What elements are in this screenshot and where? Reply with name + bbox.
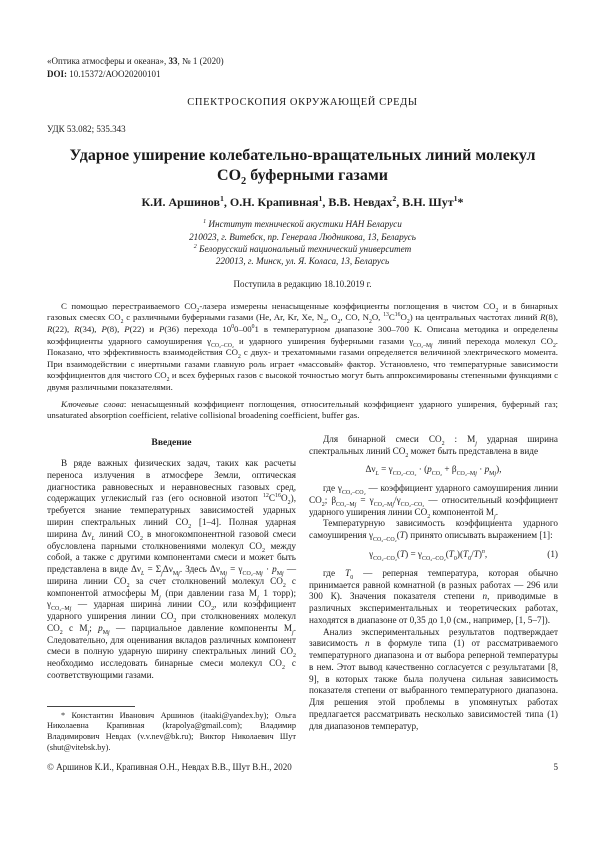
section-heading: СПЕКТРОСКОПИЯ ОКРУЖАЮЩЕЙ СРЕДЫ bbox=[187, 97, 418, 109]
right-paragraph-4: где $T_0$ — реперная температура, которая обычно принимается равной комнатной (в разных работах — 296 или 300 К). Значения показателя степени n, приводимые в различных экспериментальных и теоретических работах, находятся в диапазоне от 0,35 до 1,0 (см., например, [1, 5–7]). bbox=[309, 567, 559, 625]
affiliation-line-4: 220013, г. Минск, ул. Я. Коласа, 13, Беларусь bbox=[215, 256, 390, 267]
equation-body: $\Delta\nu_L = \gamma_{CO_2-CO_2} \cdot (p_{CO_2} + \beta_{CO_2-Mj} \cdot p_{Mj})$, bbox=[365, 464, 502, 478]
equation-body: $\gamma_{CO_2-CO_2}(T) = \gamma_{CO_2-CO_2}(T_0)(T_0/T)^n$, bbox=[369, 548, 488, 562]
keywords-text: Ключевые слова: ненасыщенный коэффициент поглощения, относительный коэффициент ударного уширения, буферный газ; unsaturated absorption coefficient, relative collisional broadening coefficient, buffer gas. bbox=[47, 398, 558, 421]
copyright-line: © Аршинов К.И., Крапивная О.Н., Невдах В.В., Шут В.Н., 2020 bbox=[47, 762, 292, 772]
intro-heading: Введение bbox=[151, 436, 192, 448]
page-number: 5 bbox=[553, 762, 558, 772]
abstract-text: С помощью перестраиваемого $СО_2$-лазера измерены ненасыщенные коэффициенты поглощения в чистом $СО_2$ и в бинарных газовых смесях $СО_2$ с различными буферными газами (He, Ar, Kr, Xe, $N_2$, $O_2$, CO, $N_2O$, $^{13}C^{16}O_2$) на центральных частотах линий R(8), R(22), R(34), P(8), P(22) и P(36) перехода $10^00-00^01$ в температурном диапазоне 300–700 К. Описана методика и определены коэффициенты ударного самоуширения $\gamma_{CO_2-CO_2}$ и ударного уширения буферными газами $\gamma_{CO_2-Mj}$ линий перехода молекул $СО_2$. Показано, что эффективность взаимодействия $СО_2$ с двух- и трехатомными газами определяется величиной электрического момента. При взаимодействии с инертными газами главную роль играет «массовый» фактор. Установлено, что температурные зависимости коэффициентов для чистого $СО_2$ и всех буферных газов с высокой точностью могут быть аппроксимированы степенными функциями с двумя различными показателями. bbox=[47, 300, 558, 393]
affiliation-line-2: 210023, г. Витебск, пр. Генерала Людникова, 13, Беларусь bbox=[189, 231, 416, 242]
right-paragraph-2: где $\gamma_{CO_2-CO_2}$ — коэффициент ударного самоуширения линии $CO_2$; $\beta_{CO_2-Mj} = \gamma_{CO_2-Mj}/\gamma_{CO_2-CO_2}$ — относительный коэффициент ударного уширения линии $CO_2$ компонентой $M_j$. bbox=[309, 483, 558, 520]
affiliations-block bbox=[47, 218, 558, 268]
body-columns bbox=[47, 434, 558, 754]
udc-number: УДК 53.082; 535.343 bbox=[47, 124, 126, 135]
right-paragraph-3: Температурную зависимость коэффициента ударного самоуширения $\gamma_{CO_2-CO_2}(T)$ принято описывать выражением [1]: bbox=[309, 518, 558, 544]
footnote-text: * Константин Иванович Аршинов (itaaki@yandex.by); Ольга Николаевна Крапивная (krapolya@gmail.com); Владимир Владимирович Невдах (v.v.nev@bk.ru); Виктор Николаевич Шут (shut@vitebsk.by). bbox=[47, 710, 296, 753]
right-column bbox=[309, 434, 558, 754]
paper-title: Ударное уширение колебательно-вращательных линий молекул $CO_2$ буферными газами bbox=[69, 147, 536, 188]
equation-display-2 bbox=[309, 549, 558, 561]
footnote-rule bbox=[47, 706, 135, 707]
affiliation-line-1: $^1$ Институт технической акустики НАН Беларуси bbox=[203, 219, 402, 230]
intro-paragraph: В ряде важных физических задач, таких как расчеты переноса излучения в атмосфере Земли, оптическая диагностика равновесных и неравновесных газовых сред, содержащих углекислый газ (его основной изотоп $^{12}C^{16}O_2$), требуется знание температурных зависимостей ударных ширин спектральных линий $CO_2$ [1–4]. Полная ударная ширина $\Delta\nu_L$ линий $CO_2$ в многокомпонентной газовой смеси обусловлена парными столкновениями молекул $CO_2$ между собой, а также с другими компонентами смеси и может быть представлена в виде $\Delta\nu_L = \Sigma_j\Delta\nu_{Mj}$. Здесь $\Delta\nu_{Mj} = \gamma_{CO_2-Mj} \cdot p_{Mj}$ — ширина линии $CO_2$ за счет столкновений молекул $CO_2$ с компонентой атмосферы $M_j$ (при давлении газа $M_j$ 1 торр); $\gamma_{CO_2-Mj}$ — ударная ширина линии $CO_2$, или коэффициент ударного уширения линии $CO_2$ при столкновениях молекул $CO_2$ с $M_j$; $p_{Mj}$ — парциальное давление компоненты $M_j$. Следовательно, для оценивания вкладов различных компонент смеси в полную ударную ширину спектральных линий $CO_2$ необходимо исследовать бинарные смеси молекул $CO_2$ с соответствующими газами. bbox=[47, 458, 297, 680]
doi-line: DOI: 10.15372/АОО20200101 bbox=[47, 69, 161, 80]
right-paragraph-1: Для бинарной смеси $CO_2$ : $M_j$ ударная ширина спектральных линий $CO_2$ может быть представлена в виде bbox=[309, 433, 558, 459]
abstract-block bbox=[47, 301, 558, 422]
page-footer bbox=[47, 762, 558, 772]
right-paragraph-5: Анализ экспериментальных результатов подтверждает зависимость n в формуле типа (1) от рассматриваемого температурного диапазона и от выбора реперной температуры в нем. Этот вывод качественно согласуется с результатами [8, 9], в которых также была получена сильная зависимость показателя степени от выбранного температурного диапазона. Для решения этой проблемы в упомянутых работах предлагается рассматривать несколько зависимостей типа (1) для диапазонов температур, bbox=[309, 626, 558, 731]
received-date: Поступила в редакцию 18.10.2019 г. bbox=[233, 278, 372, 289]
equation-display-1 bbox=[309, 464, 558, 476]
authors-line: К.И. Аршинов$^1$, О.Н. Крапивная$^1$, В.В. Невдах$^2$, В.Н. Шут$^1$* bbox=[141, 194, 464, 210]
left-column bbox=[47, 434, 296, 754]
page-header bbox=[47, 55, 558, 81]
journal-line: «Оптика атмосферы и океана», 33, № 1 (2020) bbox=[47, 56, 224, 66]
equation-number: (1) bbox=[547, 549, 558, 559]
footnote-block bbox=[47, 706, 296, 754]
affiliation-line-3: $^2$ Белорусский национальный технический университет bbox=[193, 243, 412, 254]
